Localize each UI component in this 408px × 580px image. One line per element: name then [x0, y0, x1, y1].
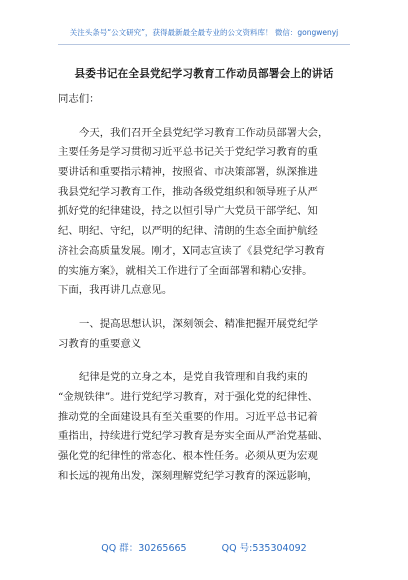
text-line: 下面，我再讲几点意见。 [58, 284, 173, 297]
header-divider [58, 44, 350, 45]
document-body [58, 90, 350, 486]
text-line: 重指出，持续进行党纪学习教育是夯实全面从严治党基础、 [58, 430, 329, 443]
document-title: 县委书记在全县党纪学习教育工作动员部署会上的讲话 [74, 68, 334, 80]
salutation: 同志们： [58, 93, 100, 105]
footer-contact [0, 540, 408, 554]
text-line: 今天，我们召开全县党纪学习教育工作动员部署大会， [79, 126, 329, 139]
text-line: 强化党的纪律性的常态化、根本性任务。必须从更为宏观 [58, 450, 318, 462]
section-heading-1 [58, 315, 350, 354]
promo-header-note: 关注头条号“公文研究”，获得最新最全最专业的公文资料库！ 微信：gongwenyj [69, 28, 339, 37]
heading-line: 一、提高思想认识，深刻领会、精准把握开展党纪学 [79, 317, 318, 330]
text-line: 要讲话和重要指示精神，按照省、市决策部署，纵深推进 [58, 166, 318, 179]
paragraph-intro [58, 124, 350, 301]
text-line: 我县党纪学习教育工作，推动各级党组织和领导班子从严 [58, 185, 318, 198]
paragraph-gap [58, 354, 350, 368]
paragraph-gap [58, 301, 350, 315]
heading-line: 习教育的重要意义 [58, 337, 142, 350]
qq-number-text: QQ 号:535304092 [221, 543, 307, 554]
paragraph-discipline [58, 368, 350, 486]
text-line: 推动党的全面建设具有至关重要的作用。习近平总书记着 [58, 410, 318, 423]
text-line: 的实施方案》，就相关工作进行了全面部署和精心安排。 [58, 264, 313, 277]
qq-group-text: QQ 群：30265665 [101, 543, 187, 554]
paragraph-gap [58, 110, 350, 124]
text-line: 抓好党的纪律建设，持之以恒引导广大党员干部学纪、知 [58, 205, 318, 218]
text-line: “金规铁律”。进行党纪学习教育，对于强化党的纪律性、 [58, 390, 318, 403]
text-line: 纪、明纪、守纪，以严明的纪律、清朗的生态全面护航经 [58, 225, 318, 238]
text-line: 和长远的视角出发，深刻理解党纪学习教育的深远影响， [58, 469, 318, 482]
text-line: 济社会高质量发展。刚才，X同志宣读了《县党纪学习教育 [58, 244, 326, 257]
text-line: 主要任务是学习贯彻习近平总书记关于党纪学习教育的重 [58, 146, 318, 159]
text-line: 纪律是党的立身之本，是党自我管理和自我约束的 [79, 371, 308, 384]
